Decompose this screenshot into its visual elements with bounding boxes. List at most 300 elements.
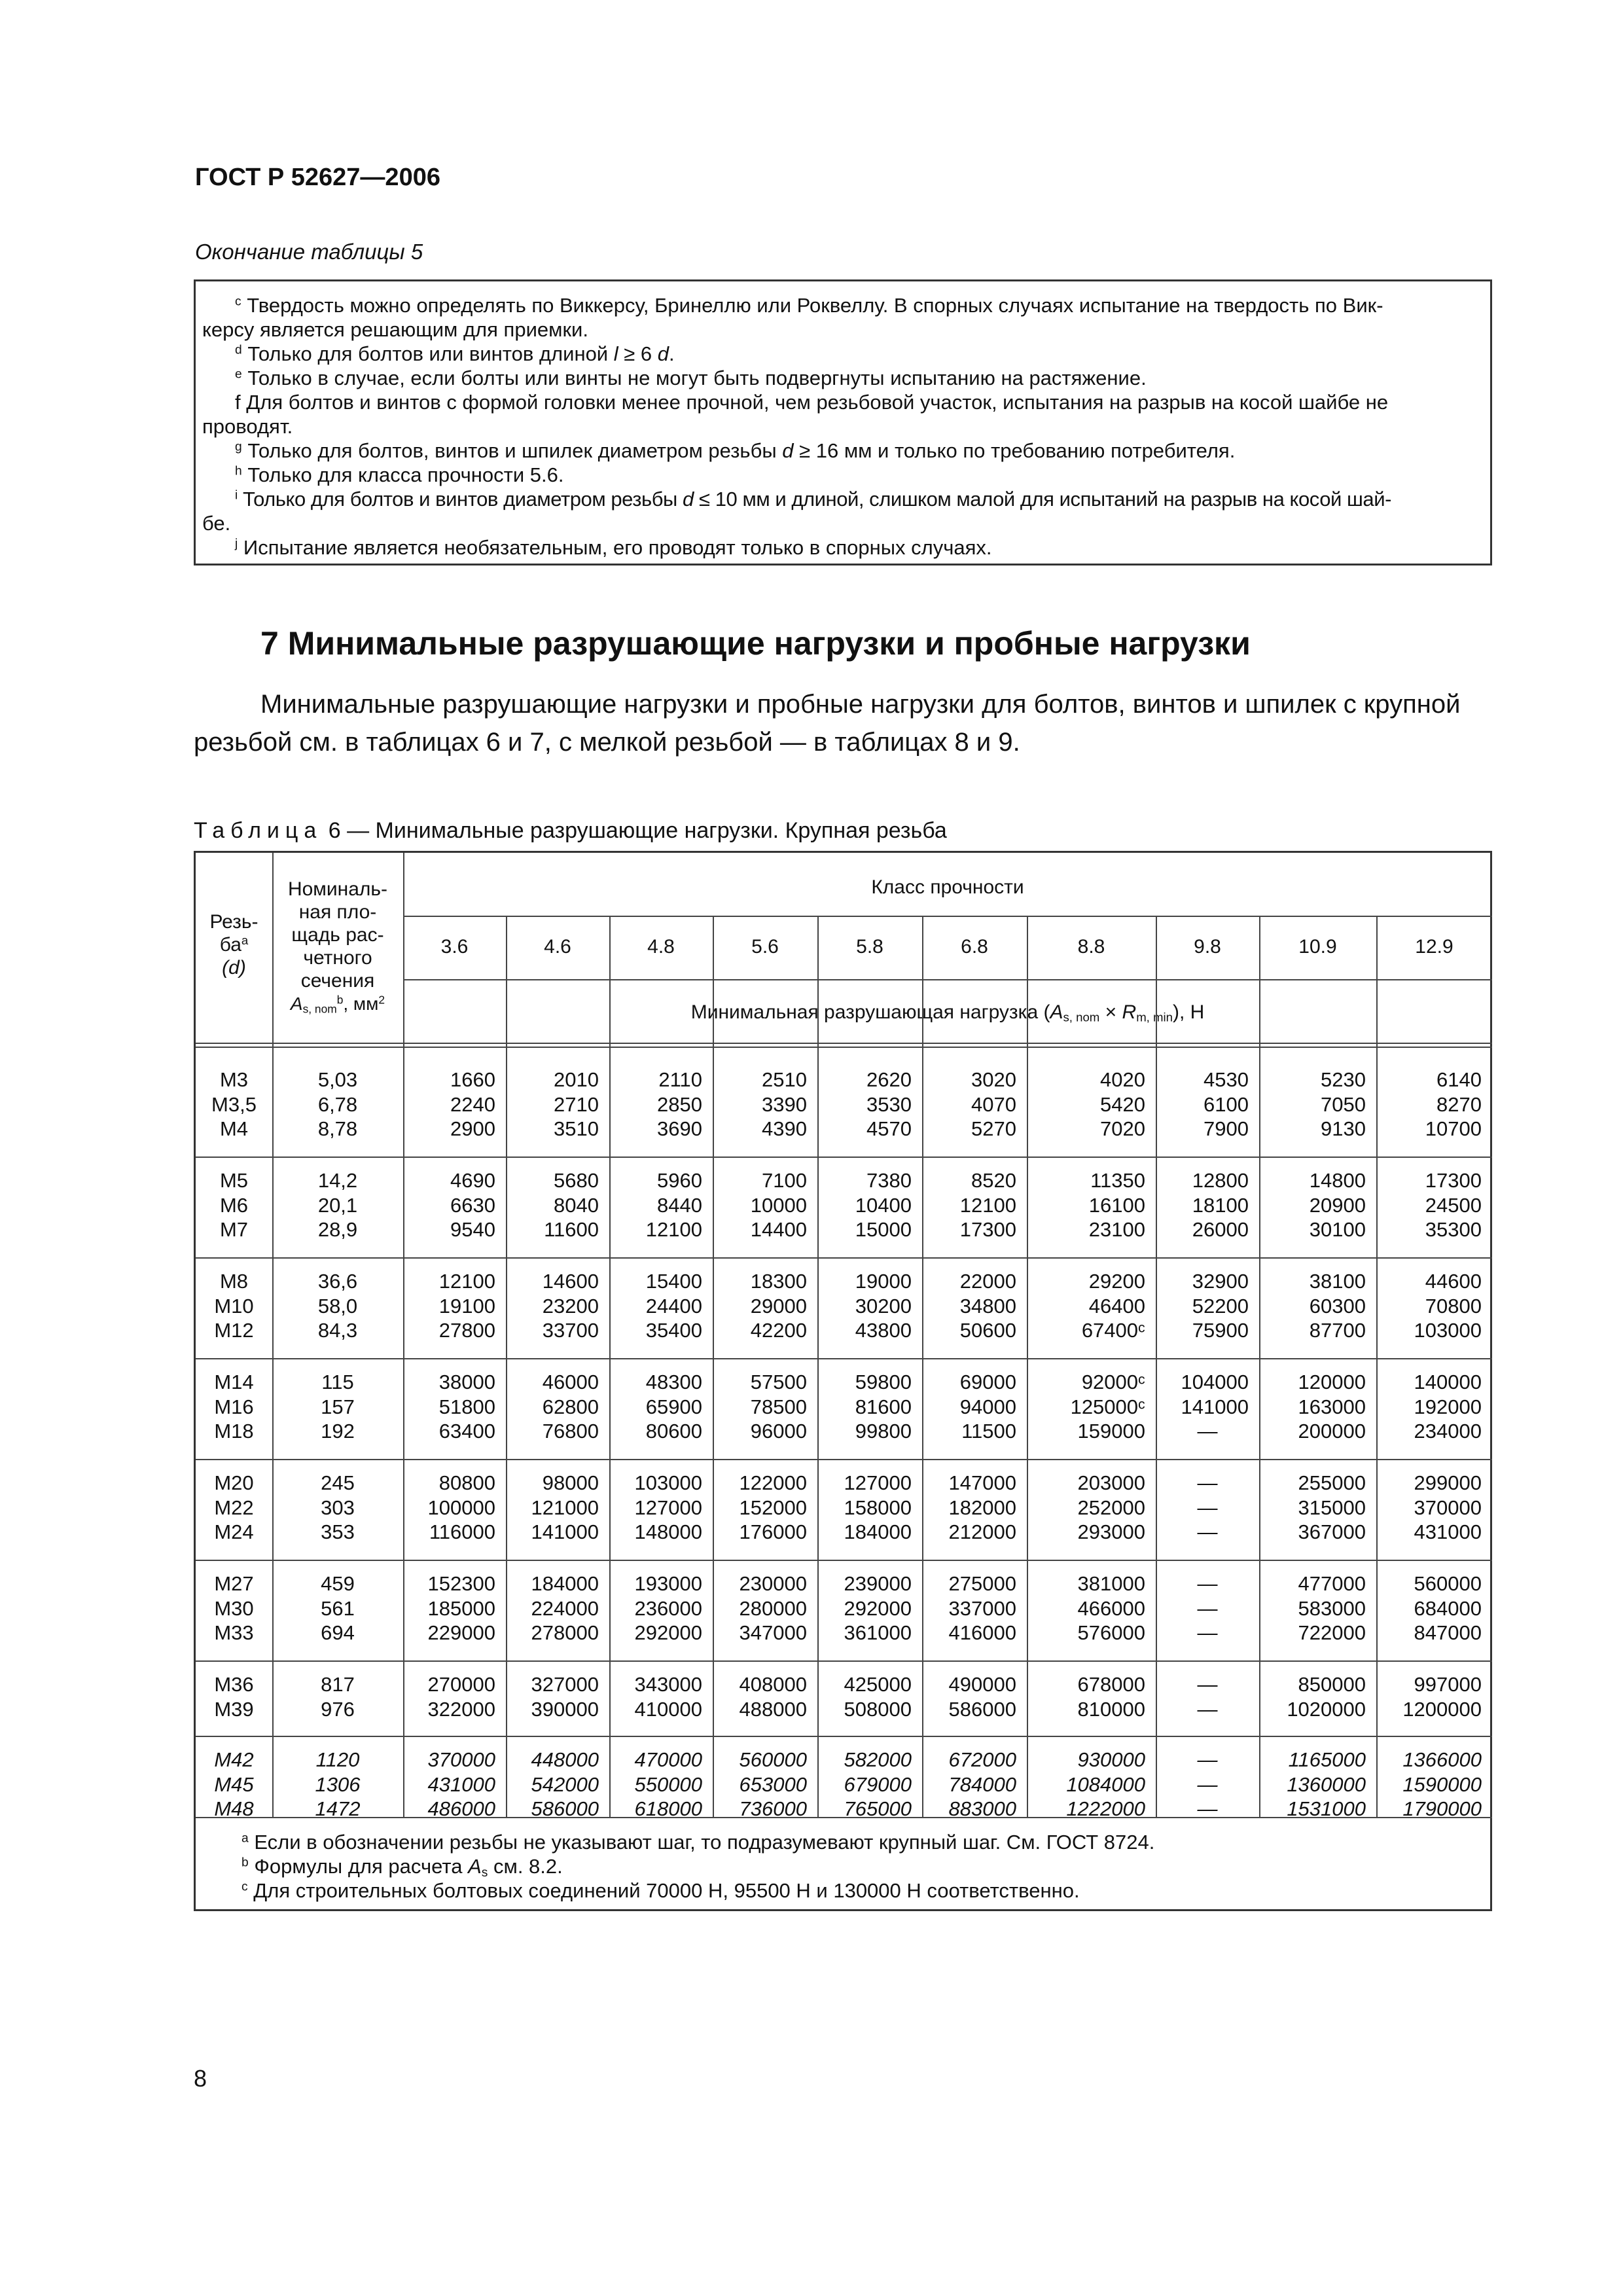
note-text: Только для болтов и винтов диаметром резьбы xyxy=(243,488,683,511)
note-mark: c xyxy=(235,295,241,309)
load-cell: 8270 xyxy=(1436,1092,1482,1116)
load-cell: 1590000 xyxy=(1402,1772,1482,1796)
load-cell: 679000 xyxy=(844,1772,912,1796)
note-i-cont: бе. xyxy=(202,512,231,535)
section-paragraph-line2: резьбой см. в таблицах 6 и 7, с мелкой резьбой — в таблицах 8 и 9. xyxy=(194,728,1020,757)
thread-cell: M3,5 xyxy=(211,1092,257,1116)
load-cell: 672000 xyxy=(948,1748,1016,1771)
note-text: Только для болтов или винтов длиной xyxy=(247,342,614,365)
load-cell: 1360000 xyxy=(1287,1772,1366,1796)
load-cell: 1200000 xyxy=(1402,1697,1482,1721)
load-cell: 3530 xyxy=(866,1092,912,1116)
load-cell: 103000 xyxy=(634,1471,702,1494)
load-cell: — xyxy=(1197,1673,1218,1696)
load-cell: 51800 xyxy=(438,1395,495,1418)
note-f xyxy=(235,390,1388,414)
area-cell: 817 xyxy=(321,1673,355,1696)
load-cell: 255000 xyxy=(1298,1471,1366,1494)
note-h xyxy=(235,463,564,487)
load-cell: 5680 xyxy=(554,1169,599,1192)
head-text: s, nom xyxy=(302,1002,337,1016)
load-cell: — xyxy=(1197,1797,1218,1820)
load-cell: 12100 xyxy=(438,1270,495,1293)
load-cell: 4390 xyxy=(762,1117,807,1140)
load-cell: 488000 xyxy=(739,1697,807,1721)
note-text: ≤ 10 мм и длиной, слишком малой для испытаний на разрыв на косой шай- xyxy=(693,488,1391,511)
area-cell: 976 xyxy=(321,1697,355,1721)
load-cell: 2240 xyxy=(450,1092,495,1116)
thread-cell: M14 xyxy=(214,1371,254,1393)
rule-line xyxy=(196,1358,1492,1359)
thread-cell: M8 xyxy=(219,1270,249,1293)
head-text: Минимальная разрушающая нагрузка ( xyxy=(690,1001,1050,1023)
load-cell: 34800 xyxy=(959,1294,1016,1318)
load-cell: 17300 xyxy=(959,1218,1016,1241)
load-cell: 17300 xyxy=(1425,1169,1482,1192)
area-cell: 353 xyxy=(321,1520,355,1543)
class-header: 4.6 xyxy=(544,936,571,958)
footnote-text: Для строительных болтовых соединений 70000 Н, 95500 Н и 130000 Н соответственно. xyxy=(253,1879,1080,1902)
load-cell: 192000 xyxy=(1414,1395,1482,1418)
load-cell: 38100 xyxy=(1309,1270,1366,1293)
thread-cell: M10 xyxy=(214,1294,254,1318)
load-cell: 10000 xyxy=(750,1193,807,1217)
load-cell: 315000 xyxy=(1298,1496,1366,1519)
load-cell: 152300 xyxy=(427,1572,495,1595)
note-mark: i xyxy=(235,488,238,503)
load-cell: 3510 xyxy=(554,1117,599,1140)
load-cell: 46000 xyxy=(542,1371,599,1393)
load-cell: 275000 xyxy=(948,1572,1016,1595)
head-thread xyxy=(196,910,272,979)
table-footnote-b xyxy=(241,1854,563,1878)
thread-cell: M6 xyxy=(219,1193,249,1217)
load-cell: 4690 xyxy=(450,1169,495,1192)
load-cell: 299000 xyxy=(1414,1471,1482,1494)
load-cell: 1790000 xyxy=(1402,1797,1482,1820)
load-cell: 65900 xyxy=(645,1395,702,1418)
class-header: 10.9 xyxy=(1298,936,1337,958)
load-cell: 4530 xyxy=(1204,1068,1249,1091)
load-cell: 1165000 xyxy=(1288,1748,1366,1771)
load-cell: 80800 xyxy=(438,1471,495,1494)
load-cell: 8520 xyxy=(971,1169,1016,1192)
thread-cell: M24 xyxy=(214,1520,254,1543)
thread-cell: M22 xyxy=(214,1496,254,1519)
load-cell: 2850 xyxy=(657,1092,702,1116)
load-cell: 618000 xyxy=(634,1797,702,1820)
load-cell: 280000 xyxy=(739,1596,807,1620)
load-cell: 43800 xyxy=(855,1319,912,1342)
area-cell: 8,78 xyxy=(317,1117,358,1140)
note-j xyxy=(235,535,992,560)
note-c xyxy=(235,293,1383,317)
load-cell: 12800 xyxy=(1192,1169,1249,1192)
load-cell: 1084000 xyxy=(1066,1772,1145,1796)
class-header: 4.8 xyxy=(647,936,675,958)
class-header: 12.9 xyxy=(1415,936,1454,958)
load-cell: 448000 xyxy=(531,1748,599,1771)
class-header: 9.8 xyxy=(1194,936,1221,958)
load-cell: 343000 xyxy=(634,1673,702,1696)
class-header: 5.6 xyxy=(751,936,779,958)
load-cell: 80600 xyxy=(645,1420,702,1443)
class-header: 5.8 xyxy=(856,936,883,958)
thread-cell: M18 xyxy=(214,1420,254,1443)
thread-cell: M48 xyxy=(214,1797,254,1820)
rule-line xyxy=(196,1459,1492,1460)
head-text: четного xyxy=(303,947,372,969)
table-6 xyxy=(194,851,1492,1911)
note-text: Только для болтов, винтов и шпилек диаметром резьбы xyxy=(247,439,783,462)
load-cell: 212000 xyxy=(948,1520,1016,1543)
load-cell: 653000 xyxy=(739,1772,807,1796)
load-cell: 42200 xyxy=(750,1319,807,1342)
thread-cell: M39 xyxy=(214,1697,254,1721)
load-cell: 883000 xyxy=(948,1797,1016,1820)
load-cell: 431000 xyxy=(427,1772,495,1796)
load-cell: 193000 xyxy=(634,1572,702,1595)
load-cell: 12100 xyxy=(645,1218,702,1241)
load-cell: 930000 xyxy=(1077,1748,1145,1771)
load-cell: 11500 xyxy=(961,1420,1016,1443)
load-cell: 27800 xyxy=(438,1319,495,1342)
load-cell: 408000 xyxy=(739,1673,807,1696)
load-cell: 678000 xyxy=(1077,1673,1145,1696)
load-cell: 381000 xyxy=(1077,1572,1145,1595)
load-cell: 722000 xyxy=(1298,1621,1366,1644)
thread-cell: M30 xyxy=(214,1596,254,1620)
head-area xyxy=(272,878,403,1015)
load-cell: 7100 xyxy=(762,1169,807,1192)
note-g xyxy=(235,439,1235,463)
footnote-mark: a xyxy=(241,1831,249,1846)
note-text: Только для класса прочности 5.6. xyxy=(247,463,564,486)
load-cell: 182000 xyxy=(948,1496,1016,1519)
load-cell: 410000 xyxy=(634,1697,702,1721)
footnote-text: s xyxy=(481,1865,488,1880)
load-cell: 7020 xyxy=(1100,1117,1145,1140)
load-cell: 11350 xyxy=(1090,1169,1145,1192)
head-text: Номиналь- xyxy=(287,878,388,900)
footnote-mark: a xyxy=(241,933,249,947)
load-cell: 59800 xyxy=(855,1371,912,1393)
load-cell: 337000 xyxy=(948,1596,1016,1620)
load-cell: 16100 xyxy=(1088,1193,1145,1217)
load-cell: 11600 xyxy=(544,1218,599,1241)
load-cell: 2510 xyxy=(762,1068,807,1091)
thread-cell: M5 xyxy=(219,1169,249,1192)
load-cell: — xyxy=(1197,1420,1218,1443)
load-cell: 5420 xyxy=(1100,1092,1145,1116)
footnote-text: A xyxy=(468,1855,482,1878)
footnote-mark: b xyxy=(336,993,344,1007)
load-cell: 141000 xyxy=(531,1520,599,1543)
table-footnote-a xyxy=(241,1830,1154,1854)
footnote-text: см. 8.2. xyxy=(488,1855,563,1878)
load-cell: 6100 xyxy=(1204,1092,1249,1116)
area-cell: 694 xyxy=(321,1621,355,1644)
load-cell: 48300 xyxy=(645,1371,702,1393)
load-cell: 70800 xyxy=(1425,1294,1482,1318)
load-cell: 12100 xyxy=(959,1193,1016,1217)
load-cell: 582000 xyxy=(844,1748,912,1771)
rule-line xyxy=(196,1660,1492,1662)
load-cell: 466000 xyxy=(1077,1596,1145,1620)
area-cell: 157 xyxy=(321,1395,355,1418)
load-cell: 141000 xyxy=(1181,1395,1249,1418)
load-cell: 19000 xyxy=(855,1270,912,1293)
note-mark: d xyxy=(235,343,242,357)
table-caption xyxy=(194,818,947,844)
load-cell: 5230 xyxy=(1321,1068,1366,1091)
load-cell: 38000 xyxy=(438,1371,495,1393)
load-cell: 163000 xyxy=(1298,1395,1366,1418)
load-cell: 57500 xyxy=(750,1371,807,1393)
load-cell: 50600 xyxy=(959,1319,1016,1342)
load-cell: 121000 xyxy=(531,1496,599,1519)
thread-cell: M3 xyxy=(219,1068,249,1091)
section-paragraph-line1: Минимальные разрушающие нагрузки и пробные нагрузки для болтов, винтов и шпилек с крупной xyxy=(260,690,1461,719)
load-cell: 5270 xyxy=(971,1117,1016,1140)
load-cell: 4020 xyxy=(1100,1068,1145,1091)
load-cell: 15400 xyxy=(645,1270,702,1293)
area-cell: 459 xyxy=(321,1572,355,1595)
area-cell: 245 xyxy=(321,1471,355,1494)
load-cell: 477000 xyxy=(1298,1572,1366,1595)
load-cell: 35400 xyxy=(645,1319,702,1342)
load-cell: — xyxy=(1197,1748,1218,1771)
area-cell: 1472 xyxy=(315,1797,361,1820)
load-cell: 2710 xyxy=(554,1092,599,1116)
head-text: 2 xyxy=(378,993,385,1007)
load-cell: 81600 xyxy=(855,1395,912,1418)
load-cell: — xyxy=(1197,1520,1218,1543)
load-cell: 7900 xyxy=(1204,1117,1249,1140)
thread-cell: M4 xyxy=(219,1117,249,1140)
load-cell: 6630 xyxy=(450,1193,495,1217)
load-cell: 99800 xyxy=(855,1420,912,1443)
load-cell: 292000 xyxy=(844,1596,912,1620)
load-cell: 560000 xyxy=(739,1748,807,1771)
load-cell: 24400 xyxy=(645,1294,702,1318)
load-cell: 62800 xyxy=(542,1395,599,1418)
thread-cell: M45 xyxy=(214,1772,254,1796)
load-cell: 104000 xyxy=(1181,1371,1249,1393)
footnote-mark: c xyxy=(241,1880,248,1894)
load-cell: 4570 xyxy=(866,1117,912,1140)
load-cell: 159000 xyxy=(1077,1420,1145,1443)
load-cell: 236000 xyxy=(634,1596,702,1620)
area-cell: 36,6 xyxy=(317,1270,358,1293)
load-cell: — xyxy=(1197,1471,1218,1494)
rule-line xyxy=(196,1560,1492,1561)
load-cell: 127000 xyxy=(634,1496,702,1519)
load-cell: 586000 xyxy=(948,1697,1016,1721)
load-cell: 60300 xyxy=(1309,1294,1366,1318)
note-mark: j xyxy=(235,537,238,551)
area-cell: 20,1 xyxy=(317,1193,358,1217)
class-header: 8.8 xyxy=(1077,936,1105,958)
load-cell: 96000 xyxy=(750,1420,807,1443)
load-cell: 542000 xyxy=(531,1772,599,1796)
load-cell: 425000 xyxy=(844,1673,912,1696)
load-cell: 361000 xyxy=(844,1621,912,1644)
load-cell: 850000 xyxy=(1298,1673,1366,1696)
load-cell: 125000ᶜ xyxy=(1070,1395,1145,1418)
load-cell: 586000 xyxy=(531,1797,599,1820)
area-cell: 192 xyxy=(321,1420,355,1443)
note-var: d xyxy=(782,439,794,462)
load-cell: 14400 xyxy=(750,1218,807,1241)
head-class-title: Класс прочности xyxy=(871,876,1024,898)
load-cell: 1020000 xyxy=(1287,1697,1366,1721)
load-cell: 32900 xyxy=(1192,1270,1249,1293)
load-cell: 5960 xyxy=(657,1169,702,1192)
thread-cell: M7 xyxy=(219,1218,249,1241)
load-cell: 78500 xyxy=(750,1395,807,1418)
load-cell: 292000 xyxy=(634,1621,702,1644)
note-c-cont: керсу является решающим для приемки. xyxy=(202,318,588,341)
thread-cell: M20 xyxy=(214,1471,254,1494)
note-mark: g xyxy=(235,440,242,454)
head-text: m, min xyxy=(1136,1010,1173,1024)
footnote-text: Если в обозначении резьбы не указывают шаг, то подразумевают крупный шаг. См. ГОСТ 8724. xyxy=(254,1831,1155,1854)
load-cell: 33700 xyxy=(542,1319,599,1342)
note-e xyxy=(235,366,1147,390)
load-cell: 576000 xyxy=(1077,1621,1145,1644)
load-cell: 239000 xyxy=(844,1572,912,1595)
load-cell: 19100 xyxy=(438,1294,495,1318)
note-text: Для болтов и винтов с формой головки менее прочной, чем резьбовой участок, испытания на разрыв на косой шайбе не xyxy=(246,391,1389,414)
load-cell: 184000 xyxy=(844,1520,912,1543)
load-cell: 152000 xyxy=(739,1496,807,1519)
load-cell: 2010 xyxy=(554,1068,599,1091)
load-cell: 2620 xyxy=(866,1068,912,1091)
load-cell: — xyxy=(1197,1697,1218,1721)
load-cell: 367000 xyxy=(1298,1520,1366,1543)
load-cell: 8040 xyxy=(554,1193,599,1217)
area-cell: 5,03 xyxy=(317,1068,358,1091)
load-cell: 1222000 xyxy=(1066,1797,1145,1820)
note-d xyxy=(235,342,675,366)
rule-line xyxy=(196,1157,1492,1158)
load-cell: 6140 xyxy=(1436,1068,1482,1091)
load-cell: 87700 xyxy=(1309,1319,1366,1342)
area-cell: 561 xyxy=(321,1596,355,1620)
note-mark: e xyxy=(235,367,242,382)
head-text: сечения xyxy=(300,970,375,992)
load-cell: 63400 xyxy=(438,1420,495,1443)
load-cell: 35300 xyxy=(1425,1218,1482,1241)
note-text: ≥ 6 xyxy=(618,342,658,365)
load-cell: 116000 xyxy=(429,1520,495,1543)
load-cell: 370000 xyxy=(1414,1496,1482,1519)
load-cell: 390000 xyxy=(531,1697,599,1721)
load-cell: 322000 xyxy=(427,1697,495,1721)
load-cell: 508000 xyxy=(844,1697,912,1721)
load-cell: 30100 xyxy=(1309,1218,1366,1241)
load-cell: 252000 xyxy=(1077,1496,1145,1519)
area-cell: 303 xyxy=(321,1496,355,1519)
load-cell: 997000 xyxy=(1414,1673,1482,1696)
head-text: щадь рас- xyxy=(291,924,384,946)
load-cell: 4070 xyxy=(971,1092,1016,1116)
load-cell: — xyxy=(1197,1572,1218,1595)
load-cell: 44600 xyxy=(1425,1270,1482,1293)
table-caption-label: Таблица xyxy=(194,818,323,843)
load-cell: 293000 xyxy=(1077,1520,1145,1543)
load-cell: 22000 xyxy=(959,1270,1016,1293)
load-cell: 52200 xyxy=(1192,1294,1249,1318)
note-i xyxy=(235,487,1391,511)
note-mark: f xyxy=(235,391,241,414)
load-cell: 431000 xyxy=(1414,1520,1482,1543)
area-cell: 1306 xyxy=(315,1772,361,1796)
load-cell: 176000 xyxy=(739,1520,807,1543)
load-cell: 10400 xyxy=(855,1193,912,1217)
head-load-title xyxy=(403,1001,1492,1024)
load-cell: — xyxy=(1197,1772,1218,1796)
load-cell: 847000 xyxy=(1414,1621,1482,1644)
thread-cell: M16 xyxy=(214,1395,254,1418)
load-cell: 18100 xyxy=(1192,1193,1249,1217)
head-text: ная пло- xyxy=(298,901,377,923)
load-cell: 103000 xyxy=(1414,1319,1482,1342)
load-cell: 2900 xyxy=(450,1117,495,1140)
load-cell: 18300 xyxy=(750,1270,807,1293)
thread-cell: M36 xyxy=(214,1673,254,1696)
load-cell: 69000 xyxy=(959,1371,1016,1393)
load-cell: — xyxy=(1197,1621,1218,1644)
load-cell: 120000 xyxy=(1298,1371,1366,1393)
rule-line xyxy=(403,916,1492,917)
load-cell: 9540 xyxy=(450,1218,495,1241)
load-cell: 67400ᶜ xyxy=(1081,1319,1145,1342)
footnote-mark: b xyxy=(241,1856,249,1870)
note-var: d xyxy=(683,488,694,511)
table-footnote-c xyxy=(241,1878,1080,1903)
load-cell: 1531000 xyxy=(1287,1797,1366,1820)
area-cell: 14,2 xyxy=(317,1169,358,1192)
load-cell: 3020 xyxy=(971,1068,1016,1091)
load-cell: 147000 xyxy=(948,1471,1016,1494)
load-cell: 3690 xyxy=(657,1117,702,1140)
load-cell: 98000 xyxy=(542,1471,599,1494)
load-cell: 229000 xyxy=(427,1621,495,1644)
area-cell: 28,9 xyxy=(317,1218,358,1241)
load-cell: 490000 xyxy=(948,1673,1016,1696)
thread-cell: M42 xyxy=(214,1748,254,1771)
load-cell: 810000 xyxy=(1077,1697,1145,1721)
load-cell: 100000 xyxy=(427,1496,495,1519)
note-f-cont: проводят. xyxy=(202,415,293,438)
head-text: A xyxy=(1050,1001,1063,1023)
area-cell: 84,3 xyxy=(317,1319,358,1342)
load-cell: 75900 xyxy=(1192,1319,1249,1342)
load-cell: 122000 xyxy=(739,1471,807,1494)
class-header: 6.8 xyxy=(961,936,988,958)
head-text: s, nom xyxy=(1063,1010,1100,1024)
head-text: A xyxy=(290,994,303,1014)
load-cell: 486000 xyxy=(427,1797,495,1820)
note-text: . xyxy=(668,342,675,365)
load-cell: 29200 xyxy=(1088,1270,1145,1293)
load-cell: 15000 xyxy=(855,1218,912,1241)
load-cell: 416000 xyxy=(948,1621,1016,1644)
load-cell: 76800 xyxy=(542,1420,599,1443)
load-cell: 14600 xyxy=(542,1270,599,1293)
